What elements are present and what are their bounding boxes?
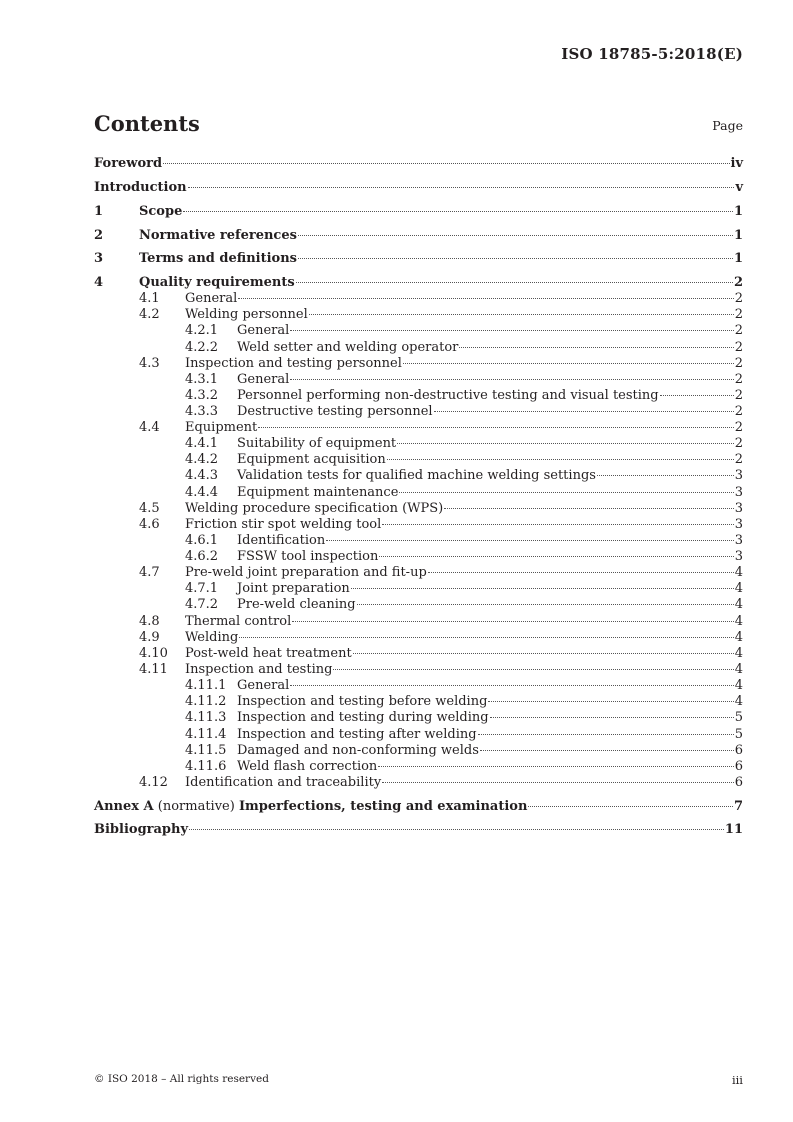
toc-entry-page: 6 xyxy=(734,743,743,758)
toc-entry-title: Inspection and testing during welding xyxy=(237,710,489,725)
toc-entry-title: Inspection and testing xyxy=(185,662,333,677)
toc-entry-number: 4.2.2 xyxy=(185,340,219,355)
toc-entry-number: 4.11.6 xyxy=(185,759,227,774)
toc-entry-title: General xyxy=(237,323,290,338)
dot-leader xyxy=(239,637,733,638)
toc-entry-page: 5 xyxy=(734,710,743,725)
toc-entry[interactable] xyxy=(94,356,743,372)
toc-entry-number: 4.9 xyxy=(139,630,160,645)
toc-entry-page: 2 xyxy=(734,420,743,435)
toc-entry-number: 4.11.1 xyxy=(185,678,227,693)
annex-label: Annex A xyxy=(94,799,154,814)
toc-entry[interactable] xyxy=(94,597,743,613)
toc-entry[interactable] xyxy=(94,468,743,484)
toc-entry-page: 3 xyxy=(734,501,743,516)
toc-entry-page: 2 xyxy=(733,275,743,290)
toc-entry-number: 4.3 xyxy=(139,356,160,371)
toc-entry-title: FSSW tool inspection xyxy=(237,549,379,564)
document-reference: ISO 18785-5:2018(E) xyxy=(561,45,743,63)
toc-entry-number: 4.4.4 xyxy=(185,485,219,500)
dot-leader xyxy=(434,411,734,412)
toc-entry-title: Identification xyxy=(237,533,326,548)
toc-entry-number: 4.3.2 xyxy=(185,388,219,403)
toc-entry[interactable] xyxy=(94,501,743,517)
page-column-label: Page xyxy=(712,118,743,133)
toc-entry-page: 7 xyxy=(733,799,743,814)
toc-entry-title: Terms and definitions xyxy=(139,251,297,266)
toc-entry-number: 4.4 xyxy=(139,420,160,435)
toc-entry-page: 4 xyxy=(734,678,743,693)
toc-entry-title: Equipment maintenance xyxy=(237,485,399,500)
toc-entry-title: Quality requirements xyxy=(139,275,295,290)
toc-entry-title: Damaged and non-conforming welds xyxy=(237,743,479,758)
toc-entry-title: Joint preparation xyxy=(237,581,350,596)
toc-entry-number: 4.2.1 xyxy=(185,323,219,338)
toc-entry-number: 4.3.3 xyxy=(185,404,219,419)
toc-entry-title: Personnel performing non-destructive testing and visual testing xyxy=(237,388,659,403)
dot-leader xyxy=(298,258,733,259)
toc-entry-number: 4.10 xyxy=(139,646,168,661)
toc-entry-number: 4.11.3 xyxy=(185,710,227,725)
toc-entry-number: 4.6.1 xyxy=(185,533,219,548)
toc-entry-number: 4.7 xyxy=(139,565,160,580)
toc-entry-title: Identification and traceability xyxy=(185,775,382,790)
toc-entry-title: Welding xyxy=(185,630,239,645)
toc-entry-number: 4.2 xyxy=(139,307,160,322)
toc-entry[interactable] xyxy=(94,646,743,662)
toc-entry-page: 6 xyxy=(734,759,743,774)
toc-entry-title: Pre-weld joint preparation and fit-up xyxy=(185,565,427,580)
toc-entry-title: Thermal control xyxy=(185,614,292,629)
toc-entry-number: 4.11.5 xyxy=(185,743,227,758)
dot-leader xyxy=(597,475,734,476)
toc-entry-page: 4 xyxy=(734,614,743,629)
toc-entry[interactable] xyxy=(94,228,743,244)
toc-entry-number: 2 xyxy=(94,228,104,243)
dot-leader xyxy=(379,556,733,557)
dot-leader xyxy=(298,235,733,236)
dot-leader xyxy=(183,211,733,212)
dot-leader xyxy=(478,734,734,735)
toc-entry[interactable] xyxy=(94,180,743,196)
page-number: iii xyxy=(731,1073,743,1087)
dot-leader xyxy=(399,492,733,493)
toc-entry-page: 4 xyxy=(734,694,743,709)
dot-leader xyxy=(333,669,733,670)
toc-entry-page: 2 xyxy=(734,372,743,387)
toc-entry-number: 4.6 xyxy=(139,517,160,532)
toc-entry-page: 1 xyxy=(733,204,743,219)
dot-leader xyxy=(309,314,734,315)
toc-entry[interactable] xyxy=(94,662,743,678)
toc-entry[interactable] xyxy=(94,340,743,356)
toc-entry-page: 2 xyxy=(734,323,743,338)
toc-entry-title: Destructive testing personnel xyxy=(237,404,433,419)
toc-entry[interactable] xyxy=(94,565,743,581)
toc-entry[interactable] xyxy=(94,614,743,630)
toc-entry-title: Normative references xyxy=(139,228,297,243)
toc-entry-page: 4 xyxy=(734,630,743,645)
contents-title: Contents xyxy=(94,111,200,136)
toc-entry-title: Inspection and testing before welding xyxy=(237,694,488,709)
toc-entry-title: Bibliography xyxy=(94,822,189,837)
toc-entry-title: Scope xyxy=(139,204,183,219)
toc-entry-title: General xyxy=(237,678,290,693)
toc-entry-title: Validation tests for qualified machine welding settings xyxy=(237,468,596,483)
toc-entry-title: Welding procedure specification (WPS) xyxy=(185,501,444,516)
toc-entry-page: 3 xyxy=(734,549,743,564)
toc-entry[interactable] xyxy=(94,743,743,759)
dot-leader xyxy=(258,427,733,428)
dot-leader xyxy=(397,443,734,444)
toc-entry-title: Introduction xyxy=(94,180,187,195)
toc-entry[interactable] xyxy=(94,581,743,597)
toc-entry-title: Friction stir spot welding tool xyxy=(185,517,382,532)
toc-entry[interactable] xyxy=(94,251,743,267)
dot-leader xyxy=(290,685,733,686)
toc-entry-title: Suitability of equipment xyxy=(237,436,397,451)
toc-entry[interactable] xyxy=(94,517,743,533)
dot-leader xyxy=(296,282,733,283)
toc-entry-number: 4.7.1 xyxy=(185,581,219,596)
dot-leader xyxy=(403,363,734,364)
toc-entry-number: 4.1 xyxy=(139,291,160,306)
dot-leader xyxy=(382,782,734,783)
toc-entry-title xyxy=(94,799,527,815)
toc-entry-title: Weld flash correction xyxy=(237,759,378,774)
annex-type-note: (normative) xyxy=(153,799,239,814)
toc-entry-number: 4.4.3 xyxy=(185,468,219,483)
toc-entry-page: 3 xyxy=(734,468,743,483)
dot-leader xyxy=(378,766,733,767)
toc-entry[interactable] xyxy=(94,436,743,452)
toc-entry[interactable] xyxy=(94,694,743,710)
dot-leader xyxy=(326,540,734,541)
toc-entry[interactable] xyxy=(94,678,743,694)
dot-leader xyxy=(290,379,733,380)
toc-entry[interactable] xyxy=(94,420,743,436)
dot-leader xyxy=(488,701,733,702)
toc-entry-page: 3 xyxy=(734,533,743,548)
toc-entry[interactable] xyxy=(94,710,743,726)
toc-entry-number: 4.11 xyxy=(139,662,168,677)
toc-entry-number: 1 xyxy=(94,204,104,219)
toc-entry-page: 2 xyxy=(734,291,743,306)
toc-entry-title: Foreword xyxy=(94,156,163,171)
toc-entry-title: Inspection and testing after welding xyxy=(237,727,477,742)
toc-entry[interactable] xyxy=(94,727,743,743)
toc-entry[interactable] xyxy=(94,759,743,775)
toc-entry-page: 2 xyxy=(734,404,743,419)
toc-entry[interactable] xyxy=(94,323,743,339)
toc-entry-page: 11 xyxy=(724,822,743,837)
toc-entry-page: iv xyxy=(730,156,743,171)
toc-entry[interactable] xyxy=(94,822,743,838)
toc-entry-page: v xyxy=(735,180,743,195)
toc-entry-number: 4.3.1 xyxy=(185,372,219,387)
toc-entry[interactable] xyxy=(94,533,743,549)
toc-entry-page: 1 xyxy=(733,251,743,266)
dot-leader xyxy=(238,298,733,299)
toc-entry[interactable] xyxy=(94,275,743,291)
toc-entry[interactable] xyxy=(94,404,743,420)
dot-leader xyxy=(528,806,733,807)
dot-leader xyxy=(189,829,724,830)
toc-entry[interactable] xyxy=(94,799,743,815)
toc-entry-page: 4 xyxy=(734,565,743,580)
toc-entry-page: 2 xyxy=(734,356,743,371)
dot-leader xyxy=(353,653,734,654)
toc-entry-page: 4 xyxy=(734,662,743,677)
toc-entry-page: 5 xyxy=(734,727,743,742)
toc-entry-page: 2 xyxy=(734,307,743,322)
toc-entry-title: General xyxy=(237,372,290,387)
toc-entry-number: 4 xyxy=(94,275,104,290)
toc-entry-title: Weld setter and welding operator xyxy=(237,340,459,355)
toc-entry[interactable] xyxy=(94,307,743,323)
toc-entry[interactable] xyxy=(94,388,743,404)
toc-entry[interactable] xyxy=(94,549,743,565)
toc-entry[interactable] xyxy=(94,775,743,791)
dot-leader xyxy=(188,187,735,188)
toc-entry-title: Post-weld heat treatment xyxy=(185,646,352,661)
toc-entry-page: 4 xyxy=(734,581,743,596)
toc-entry-number: 3 xyxy=(94,251,104,266)
toc-entry-page: 4 xyxy=(734,646,743,661)
toc-entry-page: 4 xyxy=(734,597,743,612)
toc-entry-number: 4.11.2 xyxy=(185,694,227,709)
toc-entry-title: Welding personnel xyxy=(185,307,308,322)
toc-entry-page: 2 xyxy=(734,452,743,467)
toc-entry[interactable] xyxy=(94,485,743,501)
dot-leader xyxy=(290,330,733,331)
toc-entry-number: 4.6.2 xyxy=(185,549,219,564)
dot-leader xyxy=(490,717,734,718)
toc-entry-number: 4.7.2 xyxy=(185,597,219,612)
toc-entry-page: 6 xyxy=(734,775,743,790)
dot-leader xyxy=(357,604,734,605)
toc-entry-number: 4.11.4 xyxy=(185,727,227,742)
dot-leader xyxy=(459,347,733,348)
dot-leader xyxy=(292,621,733,622)
copyright-notice: © ISO 2018 – All rights reserved xyxy=(94,1073,269,1085)
dot-leader xyxy=(351,588,734,589)
dot-leader xyxy=(387,459,734,460)
toc-entry-number: 4.4.1 xyxy=(185,436,219,451)
toc-entry[interactable] xyxy=(94,156,743,172)
dot-leader xyxy=(382,524,733,525)
dot-leader xyxy=(444,508,733,509)
toc-entry-page: 1 xyxy=(733,228,743,243)
toc-entry-number: 4.8 xyxy=(139,614,160,629)
toc-entry-page: 3 xyxy=(734,517,743,532)
toc-entry-title: Pre-weld cleaning xyxy=(237,597,356,612)
toc-entry-page: 2 xyxy=(734,388,743,403)
toc-entry-page: 2 xyxy=(734,436,743,451)
toc-entry-title: Equipment acquisition xyxy=(237,452,386,467)
toc-entry-number: 4.12 xyxy=(139,775,168,790)
dot-leader xyxy=(428,572,734,573)
toc-entry[interactable] xyxy=(94,372,743,388)
toc-entry-number: 4.5 xyxy=(139,501,160,516)
annex-title: Imperfections, testing and examination xyxy=(238,799,528,814)
toc-entry-title: General xyxy=(185,291,238,306)
toc-entry-page: 3 xyxy=(734,485,743,500)
toc-entry[interactable] xyxy=(94,204,743,220)
toc-entry[interactable] xyxy=(94,630,743,646)
toc-entry[interactable] xyxy=(94,452,743,468)
toc-entry-number: 4.4.2 xyxy=(185,452,219,467)
toc-entry-title: Inspection and testing personnel xyxy=(185,356,402,371)
dot-leader xyxy=(480,750,734,751)
dot-leader xyxy=(163,163,729,164)
toc-entry-page: 2 xyxy=(734,340,743,355)
dot-leader xyxy=(660,395,734,396)
toc-entry-title: Equipment xyxy=(185,420,258,435)
toc-entry[interactable] xyxy=(94,291,743,307)
